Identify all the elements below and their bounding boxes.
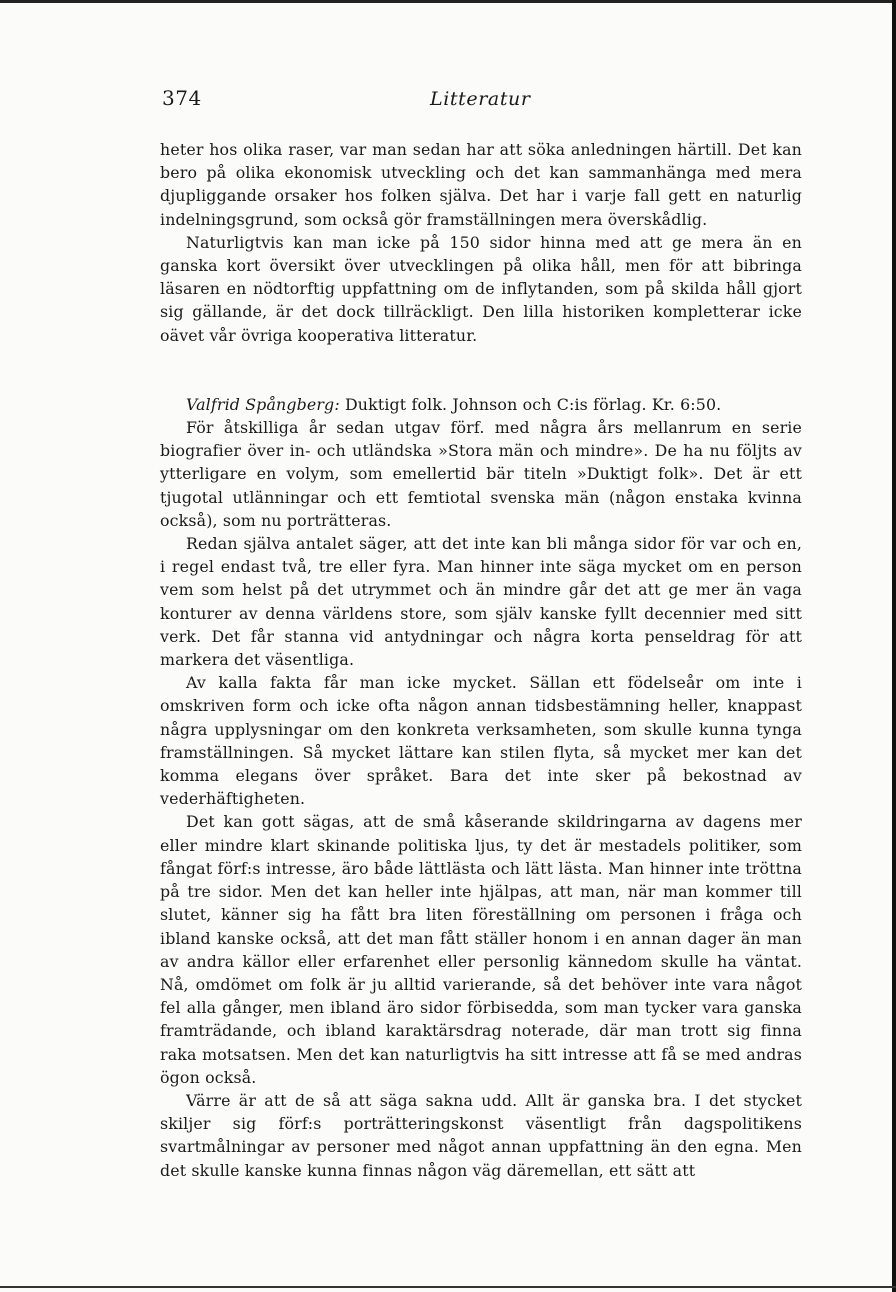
review-author: Valfrid Spångberg:: [186, 394, 340, 414]
body-text: [160, 138, 802, 1182]
running-title: Litteratur: [430, 88, 531, 110]
paragraph: Av kalla fakta får man icke mycket. Sällan ett födelseår om inte i omskriven form och icke ofta någon annan tidsbestämning heller, knappast några upplysningar om den konkreta verksamheten, som skulle kunna tynga framställningen. Så mycket lättare kan stilen flyta, så mycket mer kan det komma elegans över språket. Bara det inte sker på bekostnad av vederhäftigheten.: [160, 673, 802, 809]
bottom-border: [0, 1286, 896, 1288]
paragraph: Redan själva antalet säger, att det inte kan bli många sidor för var och en, i regel endast två, tre eller fyra. Man hinner inte säga mycket om en person vem som helst på det utrymmet och än mindre går det att ge mer än vaga konturer av denna världens store, som själv kanske fyllt decennier med sitt verk. Det får stanna vid antydningar och några korta penseldrag för att markera det väsentliga.: [160, 534, 802, 670]
paragraph: Naturligtvis kan man icke på 150 sidor hinna med att ge mera än en ganska kort översikt över utvecklingen på olika håll, men för att bibringa läsaren en nödtorftig uppfattning om de inflytanden, som på skilda håll gjort sig gällande, är det dock tillräckligt. Den lilla historiken kompletterar icke oävet vår övriga kooperativa litteratur.: [160, 232, 802, 345]
top-border: [0, 0, 896, 3]
right-page-edge: [892, 0, 896, 1292]
review-heading: [160, 393, 802, 416]
paragraph: Det kan gott sägas, att de små kåserande skildringarna av dagens mer eller mindre klart skinande politiska ljus, ty det är mestadels politiker, som fångat förf:s intresse, äro både lättlästa och lätt lästa. Man hinner inte tröttna på tre sidor. Men det kan heller inte hjälpas, att man, när man kommer till slutet, känner sig ha fått bra liten föreställning om personen i fråga och ibland kanske också, att det man fått ställer honom i en annan dager än man av andra källor eller erfarenhet eller personlig kännedom skulle ha väntat. Nå, omdömet om folk är ju alltid varierande, så det behöver inte vara något fel alla gånger, men ibland äro sidor förbisedda, som man tycker vara ganska framträdande, och ibland karaktärsdrag noterade, där man trott sig finna raka motsatsen. Men det kan naturligtvis ha sitt intresse att få se med andras ögon också.: [160, 812, 802, 1087]
page-header: [162, 86, 802, 116]
paragraph: Värre är att de så att säga sakna udd. Allt är ganska bra. I det stycket skiljer sig förf:s porträtteringskonst väsentligt från dagspolitikens svartmålningar av personer med något annan uppfattning än den egna. Men det skulle kanske kunna finnas någon väg däremellan, ett sätt att: [160, 1090, 802, 1180]
review-title: Duktigt folk. Johnson och C:is förlag. Kr. 6:50.: [344, 394, 722, 414]
paragraph: heter hos olika raser, var man sedan har att söka anledningen härtill. Det kan bero på olika ekonomisk utveckling och det kan sammanhänga med mera djupliggande orsaker hos folken själva. Det har i varje fall gett en naturlig indelningsgrund, som också gör framställningen mera överskådlig.: [160, 140, 802, 229]
paragraph: För åtskilliga år sedan utgav förf. med några års mellanrum en serie biografier över in- och utländska »Stora män och mindre». De ha nu följts av ytterligare en volym, som emellertid bär titeln »Duktigt folk». Det är ett tjugotal utlänningar och ett femtiotal svenska män (någon enstaka kvinna också), som nu porträtteras.: [160, 418, 802, 530]
page-number: 374: [162, 86, 202, 110]
